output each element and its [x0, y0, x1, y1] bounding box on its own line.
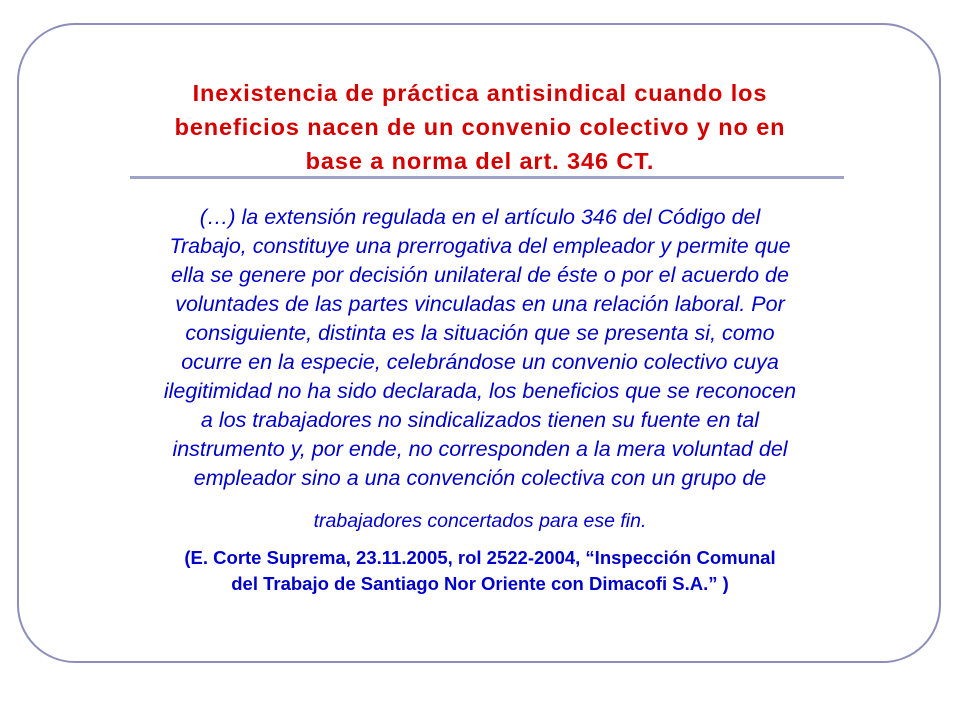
title-divider [130, 176, 844, 179]
slide-title [70, 76, 890, 178]
quote-line: Trabajo, constituye una prerrogativa del empleador y permite que [169, 234, 791, 258]
quote-line: ella se genere por decisión unilateral de éste o por el acuerdo de [171, 263, 789, 287]
title-line: beneficios nacen de un convenio colectivo y no en [174, 114, 786, 140]
title-line: base a norma del art. 346 CT. [305, 148, 655, 174]
quote-line: a los trabajadores no sindicalizados tienen su fuente en tal [200, 408, 760, 432]
citation-line: del Trabajo de Santiago Nor Oriente con Dimacofi S.A.” ) [231, 573, 729, 594]
citation [60, 545, 900, 597]
quote-line: ocurre en la especie, celebrándose un convenio colectivo cuya [181, 350, 779, 374]
quote-line: consiguiente, distinta es la situación que se presenta si, como [185, 321, 775, 345]
title-line: Inexistencia de práctica antisindical cuando los [192, 80, 768, 106]
quote-line: empleador sino a una convención colectiva con un grupo de [193, 466, 767, 490]
quote-text [60, 203, 900, 493]
citation-line: (E. Corte Suprema, 23.11.2005, rol 2522-2004, “Inspección Comunal [184, 547, 776, 568]
quote-line: instrumento y, por ende, no corresponden a la mera voluntad del [172, 437, 788, 461]
quote-last-line: trabajadores concertados para ese fin. [313, 510, 647, 532]
quote-line: (…) la extensión regulada en el artículo 346 del Código del [199, 205, 761, 229]
quote-line: ilegitimidad no ha sido declarada, los beneficios que se reconocen [163, 379, 797, 403]
quote-line: voluntades de las partes vinculadas en una relación laboral. Por [175, 292, 785, 316]
